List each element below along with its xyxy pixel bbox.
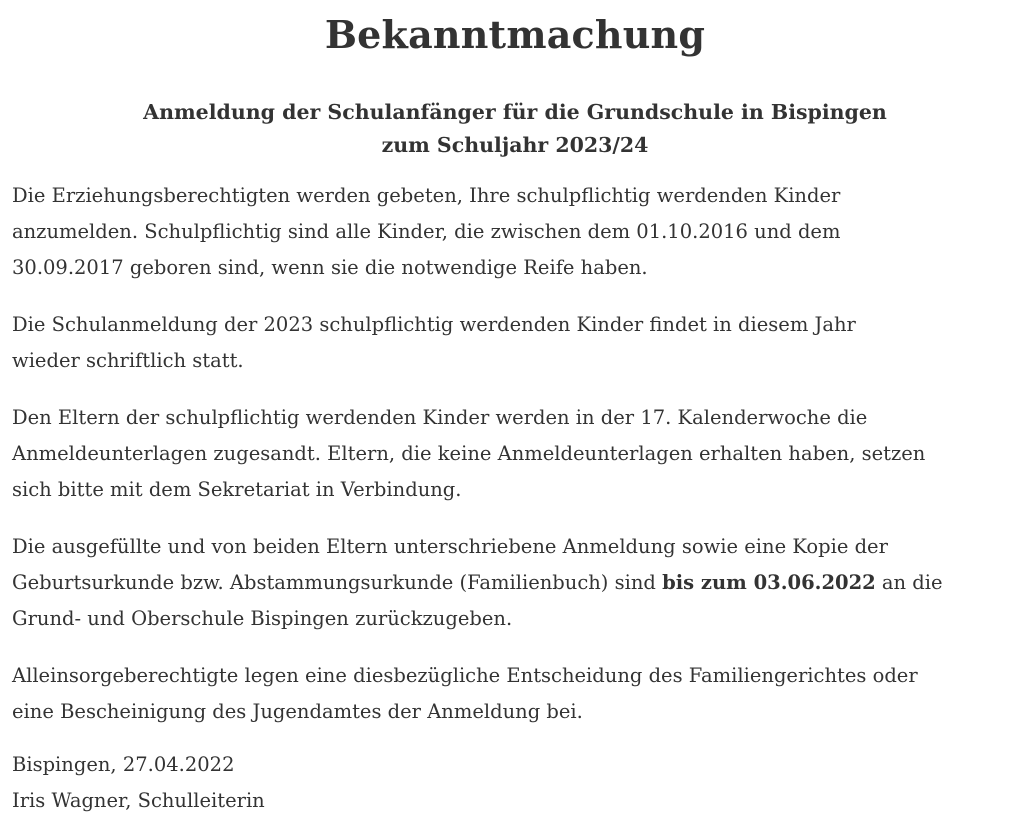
announcement-page [12,0,1018,819]
paragraph-line: Die ausgefüllte und von beiden Eltern unterschriebene Anmeldung sowie eine Kopie der [12,535,888,558]
deadline-date: bis zum 03.06.2022 [662,571,876,594]
paragraph-written-registration [12,307,1018,379]
paragraph-line: eine Bescheinigung des Jugendamtes der Anmeldung bei. [12,700,583,723]
signature-name-role: Iris Wagner, Schulleiterin [12,789,265,812]
paragraph-line: wieder schriftlich statt. [12,349,244,372]
paragraph-line: Die Schulanmeldung der 2023 schulpflichtig werdenden Kinder findet in diesem Jahr [12,313,856,336]
paragraph-line: sich bitte mit dem Sekretariat in Verbindung. [12,478,462,501]
page-subtitle [12,96,1018,162]
subtitle-line-1: Anmeldung der Schulanfänger für die Grundschule in Bispingen [143,100,887,124]
deadline-text-before: Geburtsurkunde bzw. Abstammungsurkunde (Familienbuch) sind [12,571,663,594]
signature-block [12,747,1018,819]
paragraph-line: anzumelden. Schulpflichtig sind alle Kinder, die zwischen dem 01.10.2016 und dem [12,220,841,243]
deadline-text-after: an die [875,571,943,594]
paragraph-line: 30.09.2017 geboren sind, wenn sie die notwendige Reife haben. [12,256,648,279]
paragraph-documents-sent [12,400,1018,508]
paragraph-line: Die Erziehungsberechtigten werden gebeten, Ihre schulpflichtig werdenden Kinder [12,184,841,207]
paragraph-line: Anmeldeunterlagen zugesandt. Eltern, die keine Anmeldeunterlagen erhalten haben, setzen [12,442,926,465]
page-title: Bekanntmachung [324,12,706,57]
paragraph-registration-info [12,178,1018,286]
subtitle-line-2: zum Schuljahr 2023/24 [381,133,649,157]
paragraph-sole-custody [12,658,1018,730]
paragraph-line: Den Eltern der schulpflichtig werdenden Kinder werden in der 17. Kalenderwoche die [12,406,868,429]
paragraph-line: Alleinsorgeberechtigte legen eine diesbezügliche Entscheidung des Familiengerichtes oder [12,664,918,687]
paragraph-return-deadline [12,529,1018,637]
paragraph-line: Grund- und Oberschule Bispingen zurückzugeben. [12,607,513,630]
signature-place-date: Bispingen, 27.04.2022 [12,753,235,776]
paragraph-line-with-deadline [12,565,1018,601]
